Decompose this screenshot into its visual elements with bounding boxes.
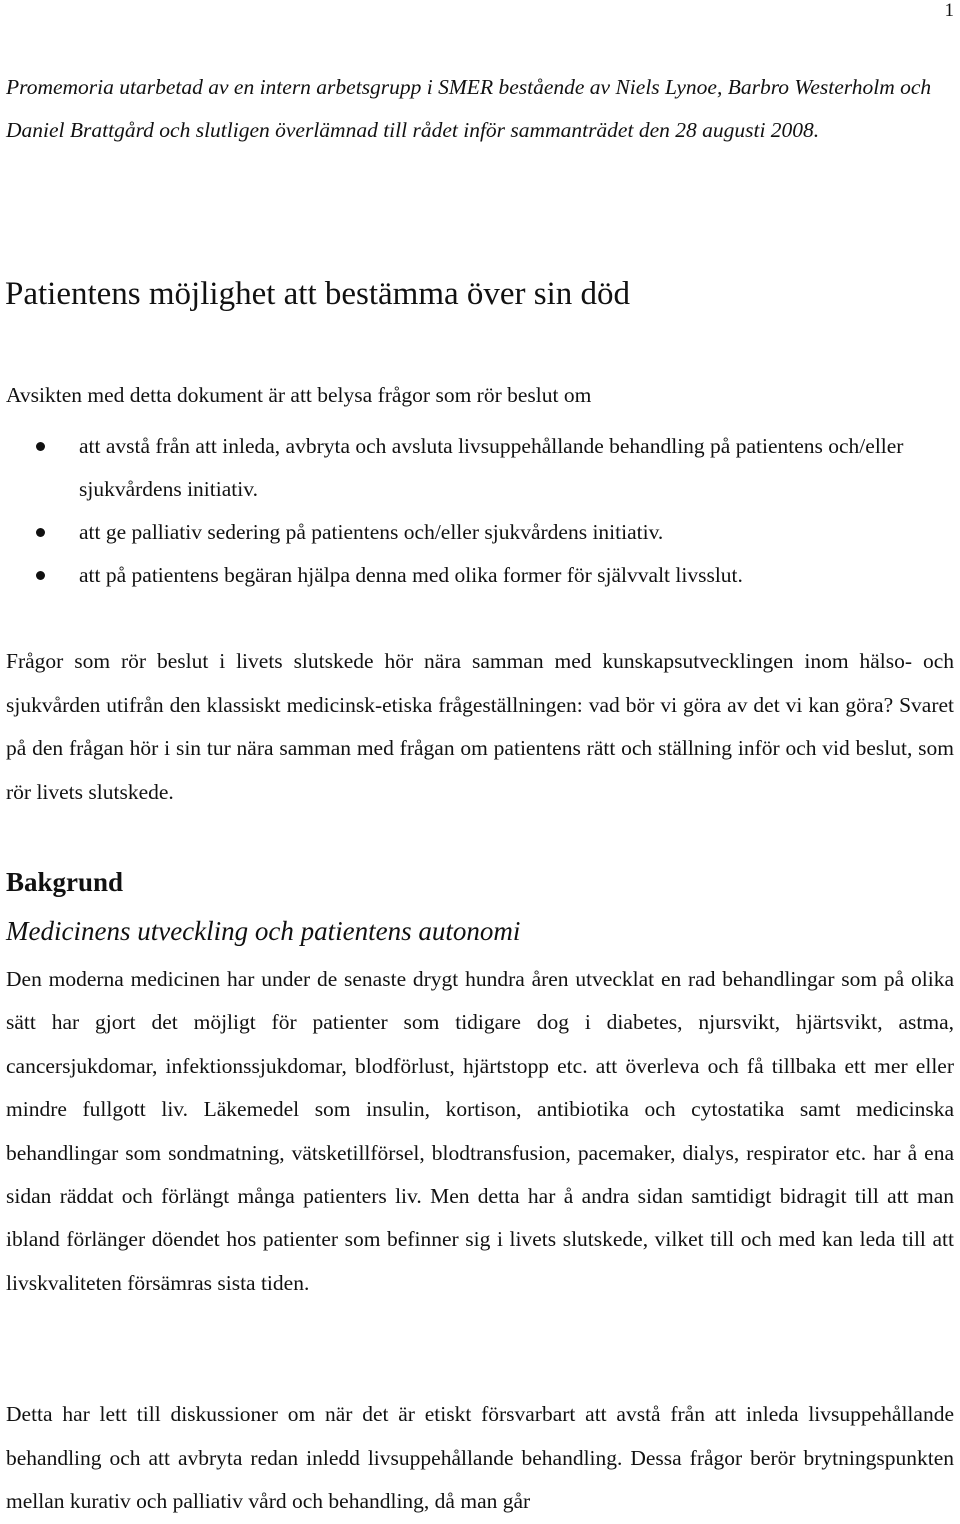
page-number: 1 [944,0,954,21]
bullet-text: att ge palliativ sedering på patientens och/eller sjukvårdens initiativ. [79,520,664,544]
intro-note: Promemoria utarbetad av en intern arbetsgrupp i SMER bestående av Niels Lynoe, Barbro Westerholm och Daniel Brattgård och slutligen överlämnad till rådet inför sammanträdet den 28 augusti 2008. [6,75,932,142]
paragraph-background: Den moderna medicinen har under de senaste drygt hundra åren utvecklat en rad behandlingar som på olika sätt har gjort det möjligt för patienter som tidigare dog i diabetes, njursvikt, hjärtsvikt, astma, cancersjukdomar, infektionssjukdomar, blodförlust, hjärtstopp etc. att överleva och få tillbaka ett mer eller mindre fullgott liv. Läkemedel som insulin, kortison, antibiotika och cytostatika samt medicinska behandlingar som sondmatning, vätsketillförsel, blodtransfusion, pacemaker, dialys, respirator etc. har å ena sidan räddat och förlängt många patienters liv. Men detta har å andra sidan samtidigt bidragit till att man ibland förlänger döendet hos patienter som befinner sig i livets slutskede, vilket till och med kan leda till att livskvaliteten försämras sista tiden. [6,967,954,1295]
bullet-item [0,425,954,511]
bullet-list [0,425,960,597]
bullet-text: att på patientens begäran hjälpa denna med olika former för självvalt livsslut. [79,563,743,587]
document-title: Patientens möjlighet att bestämma över sin död [5,276,631,312]
lead-sentence: Avsikten med detta dokument är att belysa frågor som rör beslut om [6,383,592,407]
paragraph-discussion: Detta har lett till diskussioner om när det är etiskt försvarbart att avstå från att inleda livsuppehållande behandling och att avbryta redan inledd livsuppehållande behandling. Dessa frågor berör brytningspunkten mellan kurativ och palliativ vård och behandling, då man går [6,1402,954,1513]
paragraph-intro-questions: Frågor som rör beslut i livets slutskede hör nära samman med kunskapsutvecklingen inom hälso- och sjukvården utifrån den klassiskt medicinsk-etiska frågeställningen: vad bör vi göra av det vi kan göra? Svaret på den frågan hör i sin tur nära samman med frågan om patientens rätt och ställning inför och vid beslut, som rör livets slutskede. [6,649,954,804]
bullet-icon [36,442,45,451]
bullet-item [0,554,954,597]
bullet-item [0,511,954,554]
bullet-text: att avstå från att inleda, avbryta och avsluta livsuppehållande behandling på patientens och/eller sjukvårdens initiativ. [79,434,904,501]
bullet-icon [36,528,45,537]
section-heading: Bakgrund [6,867,124,897]
bullet-icon [36,571,45,580]
section-subheading: Medicinens utveckling och patientens autonomi [6,916,521,946]
